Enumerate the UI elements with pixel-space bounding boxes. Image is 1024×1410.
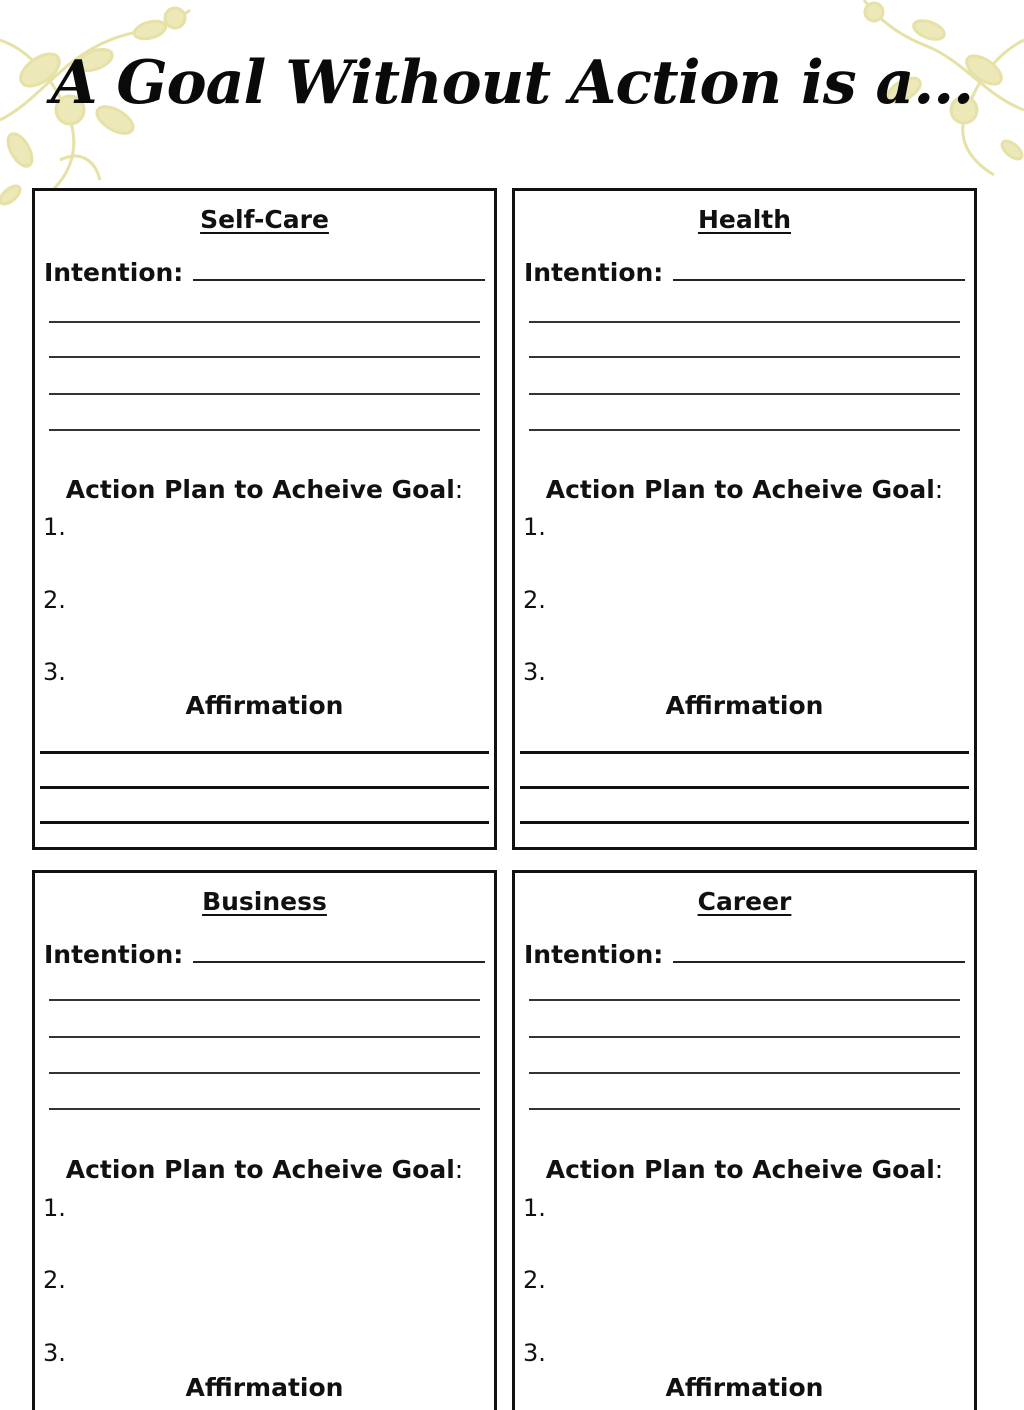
page-title: A Goal Without Action is a... xyxy=(50,48,974,118)
section-title: Business xyxy=(202,887,327,916)
intention-line[interactable] xyxy=(49,1036,480,1038)
intention-line[interactable] xyxy=(673,257,965,281)
intention-label: Intention: xyxy=(524,940,664,969)
intention-line[interactable] xyxy=(529,1108,960,1110)
action-plan-heading xyxy=(515,475,974,504)
intention-line[interactable] xyxy=(193,257,485,281)
step-number: 1. xyxy=(523,1194,546,1222)
section-title: Health xyxy=(697,205,792,234)
step-number: 2. xyxy=(43,586,66,614)
affirmation-line[interactable] xyxy=(520,751,969,754)
affirmation-line[interactable] xyxy=(40,821,489,824)
intention-line[interactable] xyxy=(49,1108,480,1110)
section-card-business xyxy=(32,870,497,1410)
intention-line[interactable] xyxy=(49,321,480,323)
step-number: 1. xyxy=(523,513,546,541)
affirmation-heading: Affirmation xyxy=(185,1373,344,1402)
step-number: 3. xyxy=(43,1339,66,1367)
section-card-career xyxy=(512,870,977,1410)
step-number: 2. xyxy=(43,1266,66,1294)
action-plan-colon: : xyxy=(934,1155,944,1184)
step-number: 3. xyxy=(523,1339,546,1367)
action-plan-colon: : xyxy=(934,475,944,504)
step-number: 1. xyxy=(43,1194,66,1222)
intention-line[interactable] xyxy=(49,356,480,358)
action-plan-label: Action Plan to Acheive Goal xyxy=(545,475,935,504)
action-plan-heading xyxy=(35,1155,494,1184)
action-plan-label: Action Plan to Acheive Goal xyxy=(65,1155,455,1184)
intention-line[interactable] xyxy=(673,939,965,963)
intention-row xyxy=(44,257,485,287)
intention-label: Intention: xyxy=(44,940,184,969)
intention-line[interactable] xyxy=(49,999,480,1001)
affirmation-line[interactable] xyxy=(520,821,969,824)
intention-line[interactable] xyxy=(529,321,960,323)
intention-line[interactable] xyxy=(529,393,960,395)
step-number: 3. xyxy=(43,658,66,686)
step-number: 2. xyxy=(523,586,546,614)
step-number: 3. xyxy=(523,658,546,686)
affirmation-line[interactable] xyxy=(520,786,969,789)
section-card-health xyxy=(512,188,977,850)
step-number: 2. xyxy=(523,1266,546,1294)
section-title: Self-Care xyxy=(200,205,329,234)
intention-line[interactable] xyxy=(49,429,480,431)
action-plan-heading xyxy=(35,475,494,504)
affirmation-heading: Affirmation xyxy=(665,1373,824,1402)
intention-row xyxy=(524,939,965,969)
intention-row xyxy=(44,939,485,969)
intention-line[interactable] xyxy=(529,1072,960,1074)
intention-line[interactable] xyxy=(529,1036,960,1038)
intention-line[interactable] xyxy=(529,356,960,358)
action-plan-heading xyxy=(515,1155,974,1184)
affirmation-line[interactable] xyxy=(40,751,489,754)
action-plan-label: Action Plan to Acheive Goal xyxy=(65,475,455,504)
affirmation-heading: Affirmation xyxy=(665,691,824,720)
affirmation-heading: Affirmation xyxy=(185,691,344,720)
step-number: 1. xyxy=(43,513,66,541)
intention-line[interactable] xyxy=(49,393,480,395)
section-card-self-care xyxy=(32,188,497,850)
affirmation-line[interactable] xyxy=(40,786,489,789)
intention-row xyxy=(524,257,965,287)
section-title: Career xyxy=(697,887,792,916)
intention-label: Intention: xyxy=(524,258,664,287)
intention-line[interactable] xyxy=(529,999,960,1001)
action-plan-label: Action Plan to Acheive Goal xyxy=(545,1155,935,1184)
intention-line[interactable] xyxy=(529,429,960,431)
intention-line[interactable] xyxy=(193,939,485,963)
intention-label: Intention: xyxy=(44,258,184,287)
intention-line[interactable] xyxy=(49,1072,480,1074)
action-plan-colon: : xyxy=(454,1155,464,1184)
action-plan-colon: : xyxy=(454,475,464,504)
